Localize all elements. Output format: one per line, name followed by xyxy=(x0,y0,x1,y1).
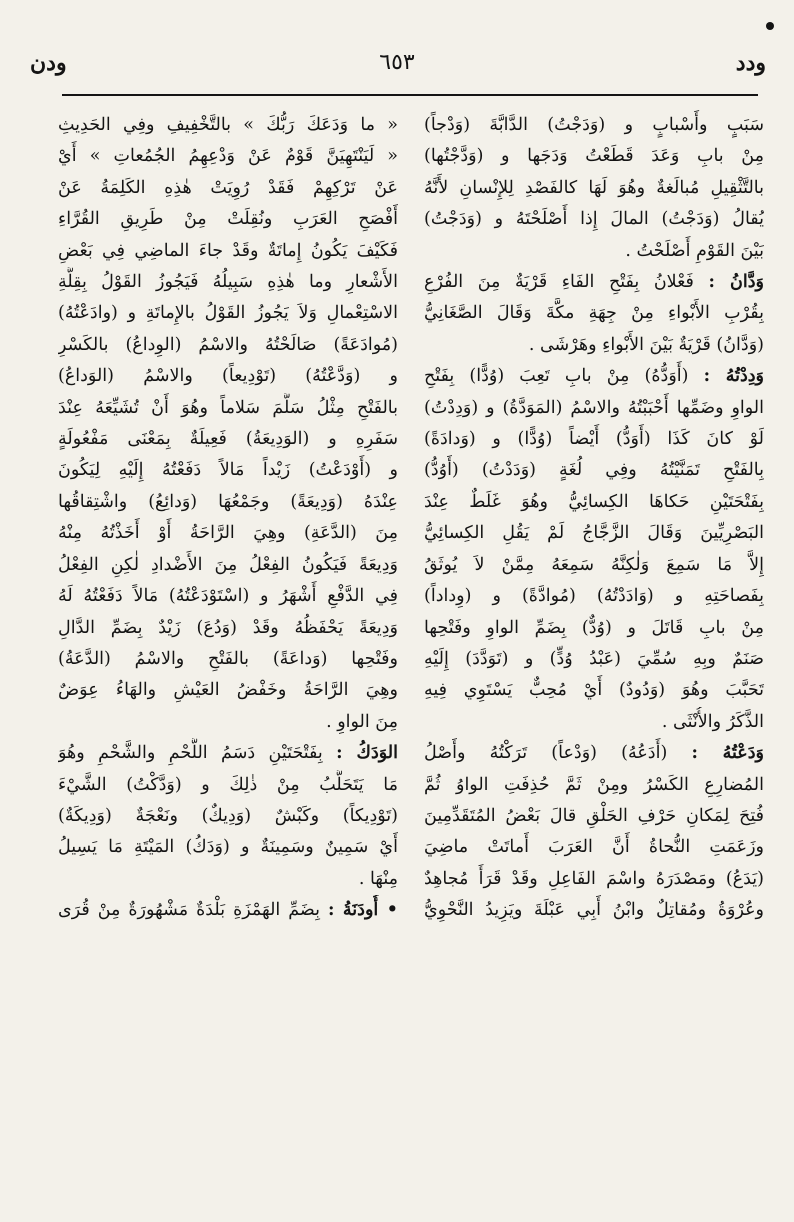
text-line: وعُرْوَةُ ومُقاتِلٌ وابْنُ أَبِي عَبْلَةَ ويَزِيدُ النَّحْوِيُّ xyxy=(424,900,764,921)
text-line: مِنَ الواوِ . xyxy=(326,711,398,732)
text-line: أَيْ سَمِينٌ وسَمِينَةٌ و (وَدَكُ) المَيْتَةِ مَا يَسِيلُ xyxy=(58,837,398,858)
text-line: بِفَصاحَتِهِ و (وَادَدْتُهُ) (مُوادَّةً) و (وِداداً) xyxy=(424,586,764,607)
text-line: وفَتْحِها (وَداعَةً) بالفَتْحِ والاسْمُ (الدَّعَةُ) xyxy=(58,648,398,669)
text-line: بَيْنَ القَوْمِ أَصْلَحْتُ . xyxy=(625,240,764,261)
right-column xyxy=(424,110,764,927)
text-line: وَدَعْتُهُ : (أَدَعُهُ) (وَدْعاً) تَرَكْتُهُ وأَصْلُ xyxy=(424,743,764,764)
headword: • أُودَنَةُ : xyxy=(327,900,398,921)
text-line: بِالفَتْحِ تَمَنَّيْتُهُ وفِي لُغَةٍ (وَدَدْتُ) (أَوُدُّ) xyxy=(424,460,764,481)
text-line: وَدِيعَةً يَحْفَظُهُ وقَدْ (وَدُعَ) زَيْدٌ بِضَمِّ الدَّالِ xyxy=(58,617,398,638)
text-line: الاسْتِعْمالِ وَلاَ يَجُوزُ القَوْلُ بالإِماتَةِ و (وادَعْتُهُ) xyxy=(58,303,398,324)
text-line: (مُوادَعَةً) صَالَحْتُهُ والاسْمُ (الوِداعُ) بالكَسْرِ xyxy=(58,334,398,355)
text-line: مِنْ بابِ وَعَدَ قَطَعْتُ وَدَجَها و (وَدَّجْتُها) xyxy=(424,146,764,167)
text-line: بِفَتْحَتَيْنِ حَكاهَا الكِسائِيُّ وهُوَ غَلَطٌ عِنْدَ xyxy=(424,491,764,512)
headword: وَدِدْتُهُ : xyxy=(703,366,764,387)
text-line: عَنْ تَرْكِهِمْ فَقَدْ رُوِيَتْ هٰذِهِ الكَلِمَةُ عَنْ xyxy=(58,177,398,198)
text-line: مِنْهَا . xyxy=(358,868,398,889)
text-line: يُقالُ (وَدَجْتُ) المالَ إِذا أَصْلَحْتَهُ و (وَدَجْتُ) xyxy=(424,209,764,230)
text-line: مِنْ بابِ قَاتَلَ و (وُدٌّ) بِضَمِّ الواوِ وفَتْحِها xyxy=(424,617,764,638)
header-guideword-left: ودن xyxy=(30,50,67,76)
header-guideword-right: ودد xyxy=(735,50,766,76)
text-line: سَبَبٍ وأَسْبابٍ و (وَدَجْتُ) الدَّابَّةَ (وَدْجاً) xyxy=(424,115,764,135)
text-line: و (أَوْدَعْتُ) زَيْداً مَالاً دَفَعْتُهُ إِلَيْهِ لِيَكُونَ xyxy=(58,460,398,481)
text-line: تَحَبَّبَ وهُوَ (وَدُودٌ) أَيْ مُحِبٌّ يَسْتَوِي فِيهِ xyxy=(424,680,764,701)
text-line: الأَشْعارِ وما هٰذِهِ سَبِيلُهُ فَيَجُوزُ القَوْلُ بِقِلَّةِ xyxy=(58,272,398,293)
left-column xyxy=(58,110,398,927)
text-line: البَصْرِيِّينَ وَقَالَ الزَّجَّاجُ لَمْ يَقُلِ الكِسائِيُّ xyxy=(424,523,764,544)
text-line: لَوْ كانَ كَذَا (أَوَدُّ) أَيْضاً (وُدًّا) و (وَدادَةً) xyxy=(424,429,764,450)
headword: الوَدَكُ : xyxy=(336,743,398,764)
header-rule xyxy=(62,94,758,96)
page-number: ٦٥٣ xyxy=(379,50,415,75)
text-line: أَفْصَحِ العَرَبِ ونُقِلَتْ مِنْ طَرِيقِ القُرَّاءِ xyxy=(58,209,398,230)
text-line: صَنَمٌ وبِهِ سُمِّيَ (عَبْدُ وُدٍّ) و (تَوَدَّدَ) إِلَيْهِ xyxy=(424,648,764,669)
text-line: (وَدَّانُ) قَرْيَةٌ بَيْنَ الأَبْواءِ وهَرْشَى . xyxy=(528,334,764,355)
text-line: مِنَ (الدَّعَةِ) وهِيَ الرَّاحَةُ أَوْ أَخَذْتُهُ مِنْهُ xyxy=(58,523,398,544)
text-line: (تَوْدِيكاً) وكَبْشٌ (وَدِيكٌ) ونَعْجَةٌ (وَدِيكَةٌ) xyxy=(58,805,398,826)
text-line: « لَيَنْتَهِيَنَّ قَوْمٌ عَنْ وَدْعِهِمُ الجُمُعاتِ » أَيْ xyxy=(58,146,398,167)
text-line: المُضارِعِ الكَسْرُ ومِنْ ثَمَّ حُذِفَتِ الواوُ ثُمَّ xyxy=(424,774,764,795)
text-line: الوَدَكُ : بِفَتْحَتَيْنِ دَسَمُ اللَّحْمِ والشَّحْمِ وهُوَ xyxy=(58,743,398,764)
page-mark-dot xyxy=(766,22,774,30)
text-line: وَدِدْتُهُ : (أَوَدُّهُ) مِنْ بابِ تَعِبَ (وُدًّا) بِفَتْحِ xyxy=(424,366,764,387)
text-line: (يَدَعُ) ومَصْدَرَهُ واسْمَ الفَاعِلِ وقَدْ قَرَأَ مُجاهِدٌ xyxy=(424,868,764,889)
text-line: فِي الدَّفْعِ أَشْهَرُ و (اسْتَوْدَعْتُهُ) مَالاً دَفَعْتُهُ لَهُ xyxy=(58,586,398,607)
text-line: وزَعَمَتِ النُّحاةُ أَنَّ العَرَبَ أَماتَتْ ماضِيَ xyxy=(424,837,764,858)
text-line: • أُودَنَةُ : بِضَمِّ الهَمْزَةِ بَلْدَةٌ مَشْهُورَةٌ مِنْ قُرَى xyxy=(58,900,398,921)
text-line: فُتِحَ لِمَكانِ حَرْفِ الحَلْقِ قالَ بَعْضُ المُتَقَدِّمِينَ xyxy=(424,805,764,826)
text-line: إِلاَّ مَا سَمِعَ وَلٰكِنَّهُ سَمِعَهُ مِمَّنْ لاَ يُوثَقُ xyxy=(424,554,764,575)
text-line: سَفَرِهِ و (الوَدِيعَةُ) فَعِيلَةٌ بِمَعْنَى مَفْعُولَةٍ xyxy=(58,429,398,450)
headword: وَدَعْتُهُ : xyxy=(691,743,764,764)
text-line: عِنْدَهُ (وَدِيعَةً) وجَمْعُهَا (وَدائِعُ) واشْتِقاقُها xyxy=(58,491,398,512)
text-line: و (وَدَّعْتُهُ) (تَوْدِيعاً) والاسْمُ (الوَداعُ) xyxy=(58,366,398,387)
text-line: وَدَّانُ : فَعْلانُ بِفَتْحِ الفَاءِ قَرْيَةٌ مِنَ الفُرْعِ xyxy=(424,272,764,293)
text-line: مَا يَتَحَلَّبُ مِنْ ذٰلِكَ و (وَدَّكْتُ) الشَّيْءَ xyxy=(58,774,398,795)
text-line: وهِيَ الرَّاحَةُ وخَفْضُ العَيْشِ والهَاءُ عِوَضٌ xyxy=(58,680,398,701)
text-line: « ما وَدَعَكَ رَبُّكَ » بالتَّخْفِيفِ وفِي الحَدِيثِ xyxy=(58,115,398,135)
text-line: بِقُرْبِ الأَبْواءِ مِنْ جِهَةِ مكَّةَ وَقَالَ الصَّغَانِيُّ xyxy=(424,303,764,324)
text-line: بالفَتْحِ مِثْلُ سَلَّمَ سَلاماً وهُوَ أَنْ تُشَيِّعَهُ عِنْدَ xyxy=(58,397,398,418)
text-line: فَكَيْفَ يَكُونُ إِماتَةٌ وقَدْ جاءَ الماضِي فِي بَعْضِ xyxy=(58,240,398,261)
text-line: بالتَّثْقِيلِ مُبالَغةٌ وهُوَ لَهَا كالفَصْدِ لِلإِنْسانِ لأَنَّهُ xyxy=(424,177,764,198)
text-line: وَدِيعَةً فَيَكُونُ الفِعْلُ مِنَ الأَضْدادِ لٰكِنِ الفِعْلُ xyxy=(58,554,398,575)
headword: وَدَّانُ : xyxy=(708,272,764,293)
text-line: الذَّكَرُ والأُنْثَى . xyxy=(661,711,764,732)
text-line: الواوِ وضَمِّها أَحْبَبْتُهُ والاسْمُ (المَوَدَّةُ) و (وَدِدْتُ) xyxy=(424,397,764,418)
